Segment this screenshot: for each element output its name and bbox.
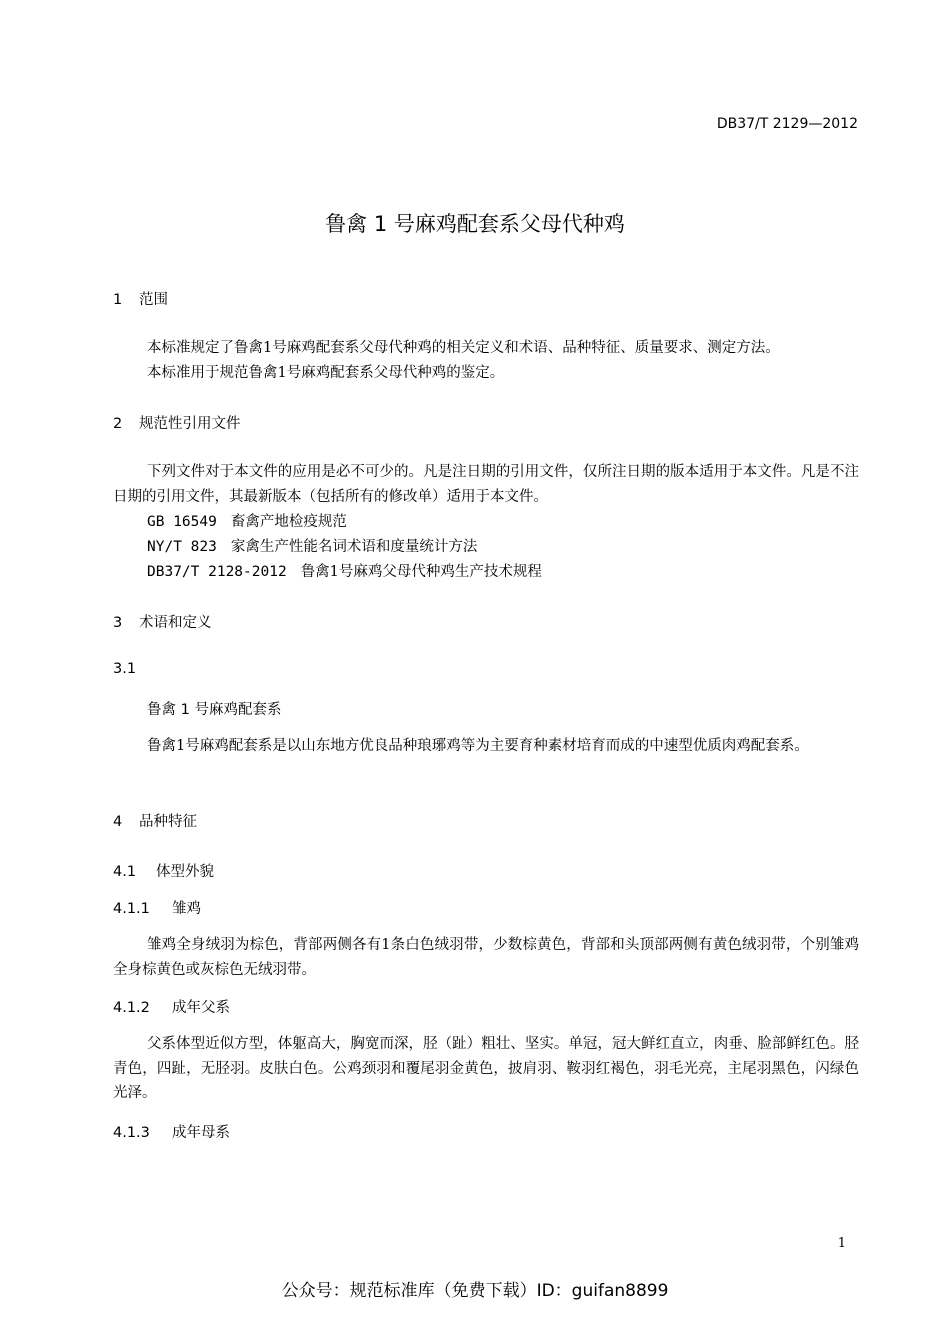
subsection-4-1-2-text: 父系体型近似方型，体躯高大，胸宽而深，胫（趾）粗壮、坚实。单冠，冠大鲜红直立，肉垂、脸部鲜红色。胫青色，四趾，无胫羽。皮肤白色。公鸡颈羽和覆尾羽金黄色，披肩羽、鞍羽红褐色，羽毛光亮，主尾羽黑色，闪绿色光泽。 — [113, 1036, 859, 1101]
section-number: 3 — [113, 615, 123, 631]
section-title: 品种特征 — [139, 814, 197, 830]
section-title: 范围 — [139, 292, 168, 308]
reference-code: DB37/T 2128-2012 — [147, 564, 287, 580]
section-title: 规范性引用文件 — [139, 416, 241, 432]
section-3-heading — [113, 611, 212, 632]
subsection-number: 4.1.2 — [113, 1000, 150, 1016]
section-1-paragraph-2: 本标准用于规范鲁禽1号麻鸡配套系父母代种鸡的鉴定。 — [147, 365, 505, 381]
section-title: 术语和定义 — [139, 615, 212, 631]
footer-watermark: 公众号：规范标准库（免费下载）ID：guifan8899 — [281, 1281, 669, 1301]
subsection-title: 成年母系 — [172, 1125, 230, 1141]
subsection-3-1-number: 3.1 — [113, 661, 137, 677]
subsection-number: 4.1 — [113, 864, 137, 880]
section-1-paragraph-1: 本标准规定了鲁禽1号麻鸡配套系父母代种鸡的相关定义和术语、品种特征、质量要求、测定方法。 — [147, 340, 780, 356]
reference-title: 家禽生产性能名词术语和度量统计方法 — [230, 539, 478, 555]
subsection-4-1-1-heading — [113, 897, 201, 918]
page-number: 1 — [837, 1236, 846, 1251]
subsection-title: 成年父系 — [172, 1000, 230, 1016]
section-number: 2 — [113, 416, 123, 432]
section-number: 1 — [113, 292, 123, 308]
subsection-4-1-3-heading — [113, 1121, 230, 1142]
section-1-heading — [113, 288, 168, 309]
reference-item — [147, 535, 477, 556]
term-heading: 鲁禽 1 号麻鸡配套系 — [147, 702, 282, 718]
standard-code: DB37/T 2129—2012 — [716, 116, 858, 132]
reference-item — [147, 560, 542, 581]
term-definition: 鲁禽1号麻鸡配套系是以山东地方优良品种琅琊鸡等为主要育种素材培育而成的中速型优质肉鸡配套系。 — [147, 738, 809, 754]
subsection-number: 4.1.1 — [113, 901, 150, 917]
section-2-heading — [113, 412, 241, 433]
reference-code: GB 16549 — [147, 514, 217, 530]
subsection-4-1-2-heading — [113, 996, 230, 1017]
section-4-heading — [113, 810, 197, 831]
reference-title: 畜禽产地检疫规范 — [230, 514, 347, 530]
subsection-4-1-1-text: 雏鸡全身绒羽为棕色，背部两侧各有1条白色绒羽带，少数棕黄色，背部和头顶部两侧有黄色绒羽带，个别雏鸡全身棕黄色或灰棕色无绒羽带。 — [113, 937, 859, 978]
document-title: 鲁禽 1 号麻鸡配套系父母代种鸡 — [325, 212, 625, 236]
reference-code: NY/T 823 — [147, 539, 217, 555]
section-2-paragraph-1: 下列文件对于本文件的应用是必不可少的。凡是注日期的引用文件，仅所注日期的版本适用于本文件。凡是不注日期的引用文件，其最新版本（包括所有的修改单）适用于本文件。 — [113, 464, 859, 505]
reference-title: 鲁禽1号麻鸡父母代种鸡生产技术规程 — [300, 564, 542, 580]
section-number: 4 — [113, 814, 123, 830]
subsection-4-1-heading — [113, 860, 214, 881]
subsection-title: 体型外貌 — [156, 864, 214, 880]
reference-item — [147, 510, 347, 531]
subsection-number: 4.1.3 — [113, 1125, 150, 1141]
subsection-title: 雏鸡 — [172, 901, 201, 917]
